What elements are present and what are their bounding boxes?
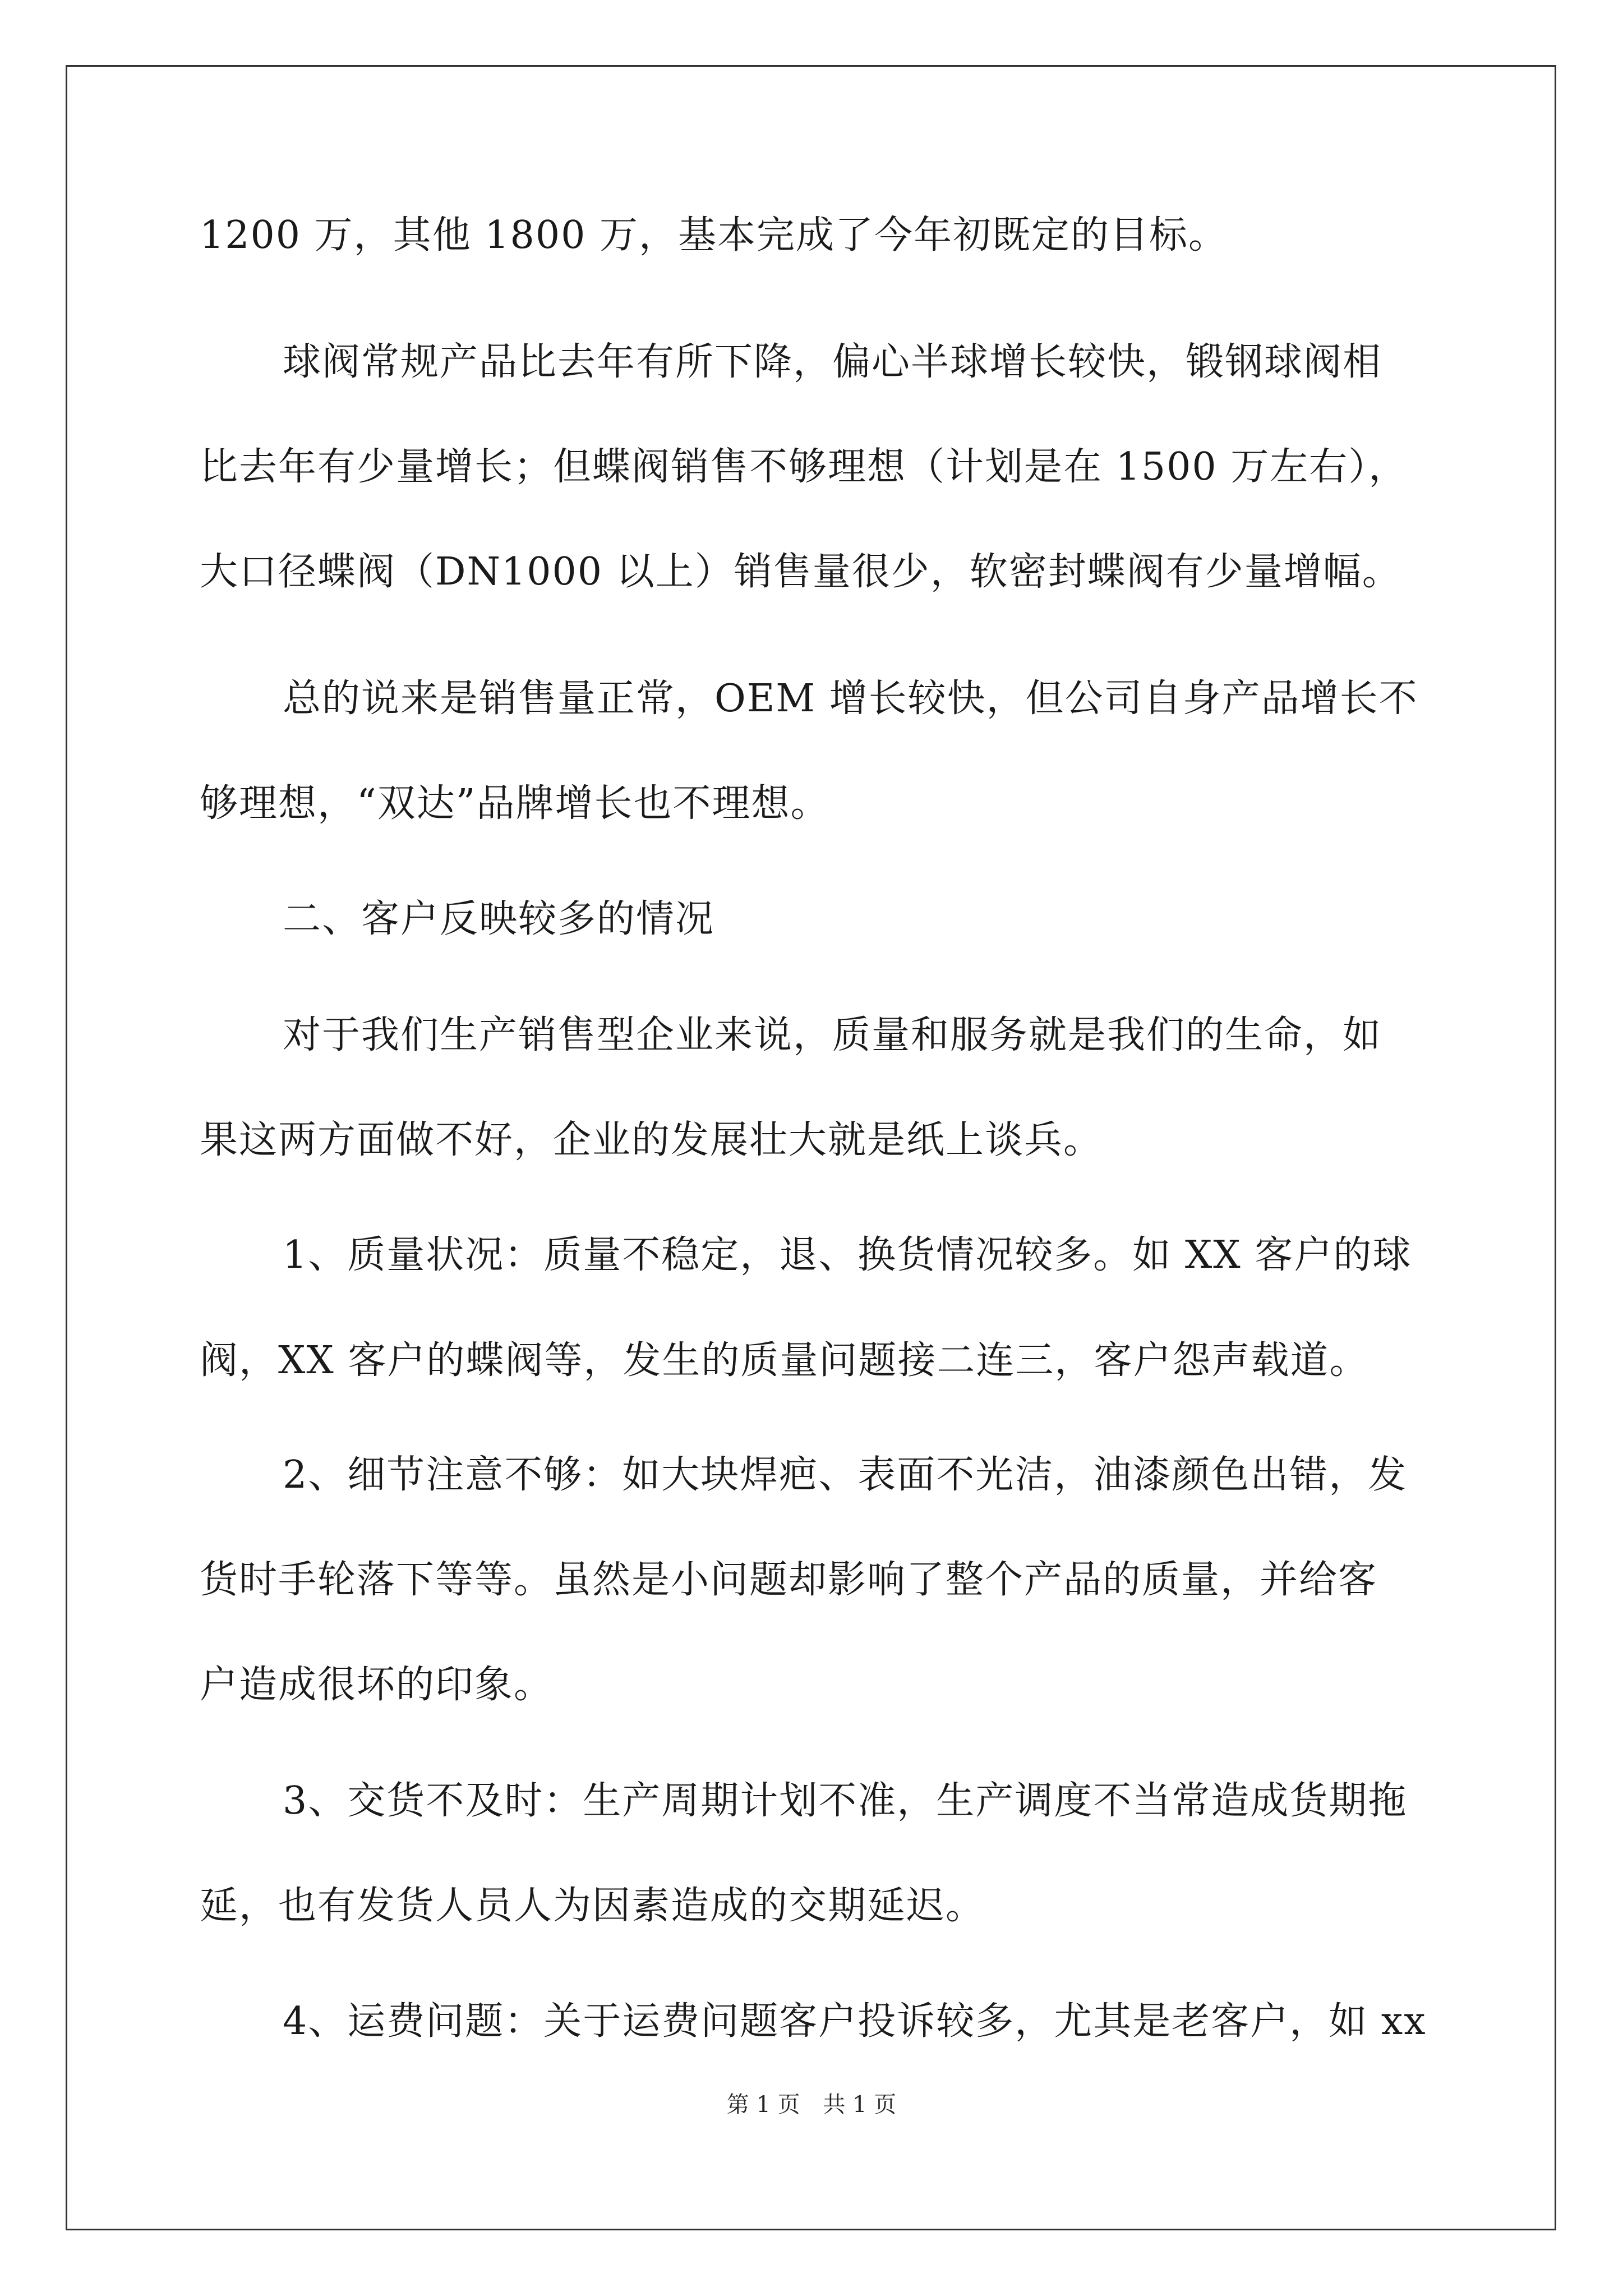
paragraph-line: 总的说来是销售量正常，OEM 增长较快，但公司自身产品增长不 (283, 677, 1418, 721)
paragraph-line: 阀，XX 客户的蝶阀等，发生的质量问题接二连三，客户怨声载道。 (200, 1338, 1369, 1383)
paragraph-line: 4、运费问题：关于运费问题客户投诉较多，尤其是老客户，如 xx (283, 1999, 1427, 2044)
paragraph-line: 够理想，“双达”品牌增长也不理想。 (200, 781, 830, 826)
paragraph-line: 延，也有发货人员人为因素造成的交期延迟。 (200, 1884, 985, 1928)
paragraph-line: 3、交货不及时：生产周期计划不准，生产调度不当常造成货期拖 (283, 1779, 1408, 1823)
paragraph-line: 货时手轮落下等等。虽然是小问题却影响了整个产品的质量，并给客 (200, 1558, 1378, 1602)
paragraph-line: 比去年有少量增长；但蝶阀销售不够理想（计划是在 1500 万左右）， (200, 445, 1408, 489)
paragraph-line: 户造成很坏的印象。 (200, 1663, 554, 1707)
paragraph-line: 大口径蝶阀（DN1000 以上）销售量很少，软密封蝶阀有少量增幅。 (200, 550, 1401, 594)
section-heading: 二、客户反映较多的情况 (283, 897, 715, 941)
paragraph-line: 2、细节注意不够：如大块焊疤、表面不光洁，油漆颜色出错，发 (283, 1453, 1408, 1497)
paragraph-line: 1、质量状况：质量不稳定，退、换货情况较多。如 XX 客户的球 (283, 1233, 1412, 1277)
paragraph-line: 对于我们生产销售型企业来说，质量和服务就是我们的生命，如 (283, 1013, 1382, 1057)
paragraph-line: 1200 万，其他 1800 万，基本完成了今年初既定的目标。 (200, 213, 1228, 257)
page-footer (0, 2088, 1623, 2122)
paragraph-line: 球阀常规产品比去年有所下降，偏心半球增长较快，锻钢球阀相 (283, 340, 1382, 384)
page-number: 第 1 页 (726, 2092, 800, 2118)
total-pages: 共 1 页 (823, 2092, 897, 2118)
paragraph-line: 果这两方面做不好，企业的发展壮大就是纸上谈兵。 (200, 1118, 1103, 1162)
